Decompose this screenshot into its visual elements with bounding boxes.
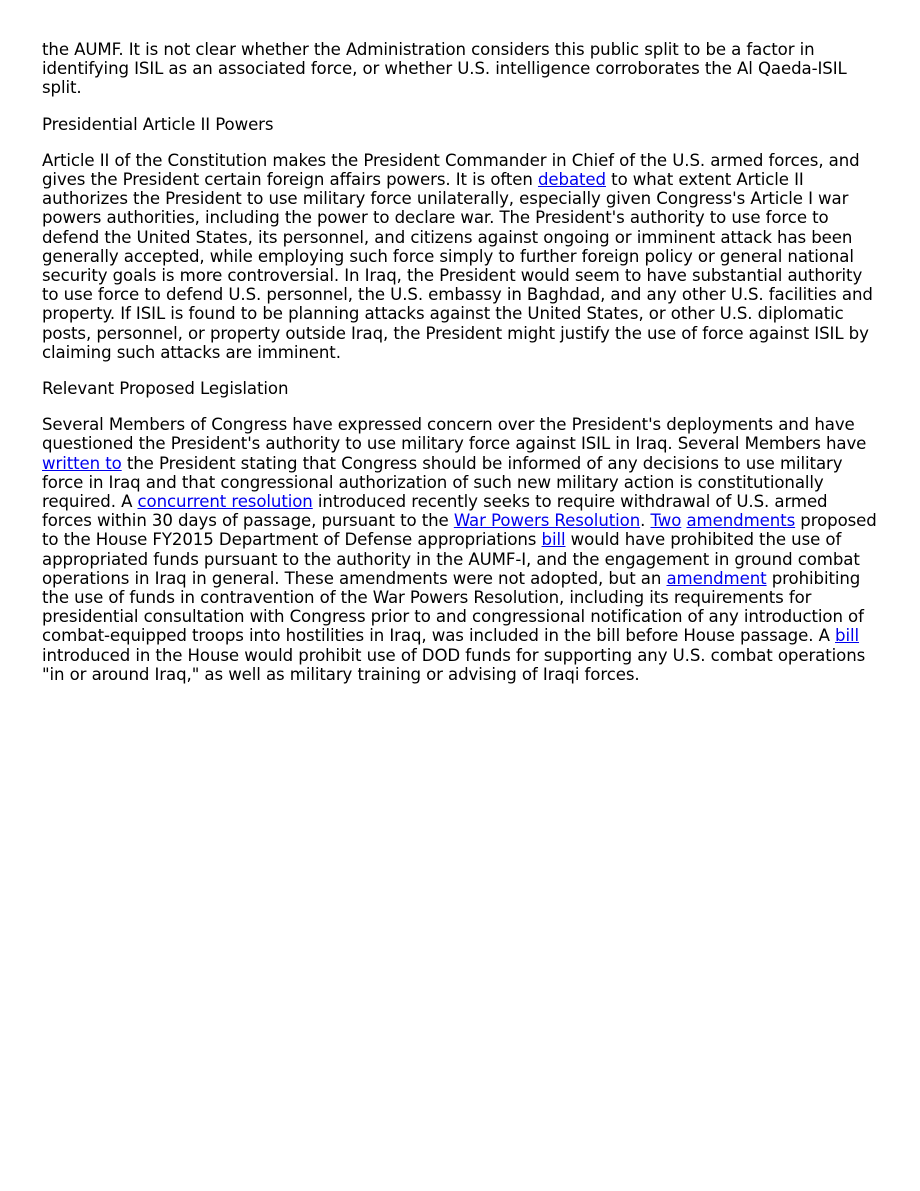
appropriations-bill-link[interactable]: bill — [541, 530, 566, 550]
paragraph-text: the AUMF. It is not clear whether the Administration considers this public split to be a factor in identifying ISIL as an associated force, or whether U.S. intelligence corroborates the Al Qaeda-ISIL split. — [42, 40, 847, 98]
paragraph-text: prohibiting the use of funds in contravention of the War Powers Resolution, including its requirements for presidential consultation with Congress prior to and congressional notification of any introduction of combat-equipped troops into hostilities in Iraq, was included in the bill before House passage. A — [42, 568, 864, 646]
paragraph-text: to what extent Article II authorizes the President to use military force unilaterally, especially given Congress's Article I war powers authorities, including the power to declare war. The President's authority to use force to defend the United States, its personnel, and citizens against ongoing or imminent attack has been generally accepted, while employing such force simply to further foreign policy or general national security goals is more controversial. In Iraq, the President would seem to have substantial authority to use force to defend U.S. personnel, the U.S. embassy in Baghdad, and any other U.S. facilities and property. If ISIL is found to be planning attacks against the United States, or other U.S. diplomatic posts, personnel, or property outside Iraq, the President might justify the use of force against ISIL by claiming such attacks are imminent. — [42, 170, 873, 362]
debated-link[interactable]: debated — [537, 170, 606, 190]
section-heading-legislation: Relevant Proposed Legislation — [42, 379, 289, 399]
two-link[interactable]: Two — [650, 511, 682, 531]
section-heading-article-ii: Presidential Article II Powers — [42, 114, 274, 134]
document-body — [42, 40, 882, 701]
paragraph-text: Several Members of Congress have expressed concern over the President's deployments and have questioned the President's authority to use military force against ISIL in Iraq. Several Members have — [42, 415, 867, 454]
paragraph-text: . — [640, 511, 651, 531]
paragraph-text: introduced recently seeks to require withdrawal of U.S. armed forces within 30 days of passage, pursuant to the — [42, 492, 828, 531]
paragraph-text: proposed to the House FY2015 Department of Defense appropriations — [42, 511, 877, 550]
amendments-link[interactable]: amendments — [686, 511, 796, 531]
written-to-link[interactable]: written to — [42, 453, 122, 473]
legislation-paragraph — [42, 415, 882, 684]
intro-paragraph — [42, 40, 882, 98]
paragraph-text: would have prohibited the use of appropriated funds pursuant to the authority in the AUMF-I, and the engagement in ground combat operations in Iraq in general. These amendments were not adopted, but an — [42, 530, 860, 588]
article-ii-paragraph — [42, 151, 882, 362]
paragraph-text: Article II of the Constitution makes the President Commander in Chief of the U.S. armed forces, and gives the President certain foreign affairs powers. It is often — [42, 150, 860, 190]
war-powers-resolution-link[interactable]: War Powers Resolution — [453, 511, 641, 531]
concurrent-resolution-link[interactable]: concurrent resolution — [137, 492, 313, 512]
paragraph-text: the President stating that Congress should be informed of any decisions to use military force in Iraq and that congressional authorization of such new military action is constitutionally required. A — [42, 453, 843, 512]
paragraph-text: introduced in the House would prohibit use of DOD funds for supporting any U.S. combat operations "in or around Iraq," as well as military training or advising of Iraqi forces. — [42, 645, 866, 684]
house-bill-link[interactable]: bill — [835, 626, 859, 646]
amendment-link[interactable]: amendment — [666, 568, 767, 588]
